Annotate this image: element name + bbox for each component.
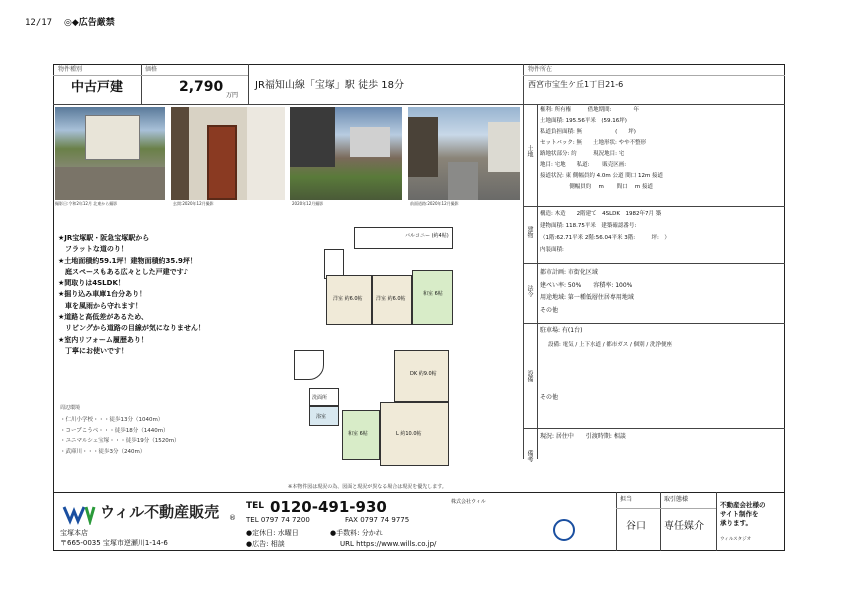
- page-number: 12/17: [25, 18, 53, 28]
- branch-name: 宝塚本店: [60, 529, 88, 537]
- room-bath: 浴室: [316, 414, 327, 420]
- promo-line-3: 承ります。: [720, 519, 752, 527]
- room-western-1: 洋室 約6.0帖: [333, 296, 363, 302]
- law-info: [540, 267, 634, 317]
- feature-line: ★室内リフォーム履歴あり！: [58, 335, 148, 344]
- land-line: 土地面積: 195.56平米 (59.16坪): [540, 118, 627, 124]
- trade-type: 専任媒介: [664, 521, 704, 532]
- trust-mark-icon: [553, 519, 575, 541]
- photo-caption-3: 2020年12月撮影: [292, 201, 324, 206]
- promo-line-1: 不動産会社様の: [720, 501, 766, 509]
- feature-line: ★JR宝塚駅・阪急宝塚駅から: [58, 234, 150, 242]
- feature-line: ★間取りは4SLDK！: [58, 279, 125, 288]
- building-line: 建物面積: 118.75平米 建築確認番号:: [540, 223, 637, 229]
- fee-terms: ●手数料: 分かれ: [330, 529, 383, 537]
- company-url[interactable]: URL https://www.wills.co.jp/: [340, 540, 437, 548]
- property-type: 中古戸建: [71, 80, 124, 95]
- company-logo-icon: [62, 503, 96, 525]
- feature-line: 丁寧にお使いです！: [58, 346, 128, 355]
- feature-line: ★道路と高低差があるため、: [58, 313, 148, 322]
- parking-info: 駐車場: 有(1台): [540, 327, 583, 334]
- feature-list: [58, 233, 205, 357]
- utilities-info: 設備: 電気 / 上下水道 / 都市ガス / 個別 / 洗浄便座: [548, 342, 673, 348]
- land-line: 路地状部分: 約 現況地目: 宅: [540, 151, 625, 157]
- law-line: 用途地域: 第一種低層住居専用地域: [540, 294, 634, 301]
- photo-caption-1: 撮影日:令和2年12月 北東から撮影: [55, 201, 118, 206]
- building-line: 内装面積:: [540, 247, 564, 253]
- law-line: その他: [540, 306, 559, 314]
- fax-number: FAX 0797 74 9775: [345, 516, 410, 524]
- price-label: 価格: [145, 66, 158, 73]
- feature-line: ★掘り込み車庫1台分あり！: [58, 290, 147, 299]
- feature-line: 庭スペースもある広々とした戸建です♪: [58, 267, 189, 276]
- section-remarks: 備考: [526, 450, 533, 462]
- promo-brand: ウィルスタジオ: [720, 537, 752, 542]
- remarks-info: 現況: 居住中 引渡時期: 相談: [540, 433, 626, 440]
- nearby-item: ・ユニマルシェ宝塚・・・徒歩19分（1520m）: [60, 438, 180, 444]
- floorplan-note: ※本物件図は現況の為、図面と現況が異なる場合は現況を優先します。: [288, 484, 447, 490]
- facility-other: その他: [540, 394, 559, 401]
- promo-line-2: サイト制作を: [720, 510, 759, 518]
- address-label: 物件所在: [528, 66, 553, 73]
- price-unit: 万円: [226, 92, 239, 99]
- station-access: JR福知山線「宝塚」駅 徒歩 18分: [255, 80, 404, 91]
- section-building: 建物: [526, 226, 533, 238]
- company-name: ウィル不動産販売: [100, 503, 220, 521]
- ad-prohibited-mark: ◎◆広告厳禁: [64, 18, 115, 28]
- feature-line: リビングから道路の目線が気になりません！: [58, 324, 205, 333]
- section-land: 土地: [526, 145, 533, 157]
- trade-label: 取引態様: [664, 496, 689, 503]
- nearby-item: ・武庫川・・・徒歩3分（240m）: [60, 448, 146, 455]
- room-balcony: バルコニー (約4帖): [405, 233, 449, 239]
- agent-name: 谷口: [626, 521, 646, 532]
- feature-line: ★土地面積約59.1坪！建物面積約35.9坪！: [58, 256, 197, 265]
- building-info: [540, 208, 670, 256]
- building-line: 構造: 木造 2階建て 4SLDK 1982年7月 築: [540, 211, 662, 217]
- photo-entrance: [171, 107, 285, 200]
- land-line: 私道負担面積: 無 ( 坪): [540, 129, 636, 135]
- photo-caption-2: 玄関:2020年12月撮影: [173, 201, 214, 206]
- photo-garden: [290, 107, 402, 200]
- law-line: 建ぺい率: 50% 容積率: 100%: [540, 281, 633, 289]
- section-law: 法令: [526, 285, 533, 297]
- feature-line: フラットな道のり！: [58, 245, 128, 254]
- feature-line: 車を風雨から守れます！: [58, 301, 142, 310]
- land-line: 権利: 所有権 借地期間: 年: [540, 107, 639, 113]
- price-value: 2,790: [179, 79, 224, 95]
- room-japanese-upper: 和室 6帖: [423, 291, 443, 297]
- charge-label: 担当: [620, 496, 633, 503]
- photo-exterior: [55, 107, 165, 200]
- nearby-item: ・仁川小学校・・・徒歩13分（1040m）: [60, 417, 164, 423]
- registered-mark: ®: [229, 514, 236, 522]
- license-info-block: [451, 508, 511, 546]
- company-address: 〒665-0035 宝塚市逆瀬川1-14-6: [60, 539, 168, 547]
- room-living: L 約10.0帖: [396, 431, 422, 437]
- land-info: [540, 105, 663, 193]
- tel-label: TEL: [246, 501, 265, 511]
- nearby-list: [60, 415, 180, 457]
- room-japanese-lower: 和室 6帖: [348, 431, 368, 437]
- land-line: 地目: 宅地 私道: 販売区画:: [540, 162, 627, 168]
- advertising-policy: ●広告: 相談: [246, 540, 285, 548]
- nearby-title: 周辺環境: [60, 405, 81, 411]
- room-western-2: 洋室 約6.0帖: [376, 296, 406, 302]
- floorplan-lower: [294, 350, 464, 475]
- closed-day: ●定休日: 水曜日: [246, 529, 299, 537]
- floorplan-upper: [324, 225, 454, 325]
- land-line: 側幅員約 m 間口 m 接道: [540, 184, 653, 190]
- room-washroom: 洗面所: [312, 395, 328, 401]
- law-line: 都市計画: 市街化区域: [540, 269, 598, 276]
- license-company: 株式会社ウィル: [451, 499, 486, 505]
- tel-number: TEL 0797 74 7200: [246, 516, 310, 524]
- toll-free-number[interactable]: 0120-491-930: [270, 498, 387, 516]
- type-label: 物件種別: [58, 66, 83, 73]
- land-line: セットバック: 無 土地形状: やや不整形: [540, 140, 647, 146]
- photo-caption-4: 前面道路:2020年12月撮影: [410, 201, 459, 206]
- room-dk: DK 約9.0帖: [410, 371, 437, 377]
- building-line: （1階:62.71平米 2階:56.04平米 3階: 坪: ）: [540, 235, 670, 241]
- photo-road: [408, 107, 520, 200]
- property-address: 西宮市宝生ケ丘1丁目21-6: [528, 80, 624, 89]
- land-line: 接道状況: 東 側幅員約 4.0m 公道 間口 12m 接道: [540, 173, 664, 179]
- section-facility: 設備: [526, 370, 533, 382]
- nearby-item: ・コープこうべ・・・徒歩18分（1440m）: [60, 427, 169, 434]
